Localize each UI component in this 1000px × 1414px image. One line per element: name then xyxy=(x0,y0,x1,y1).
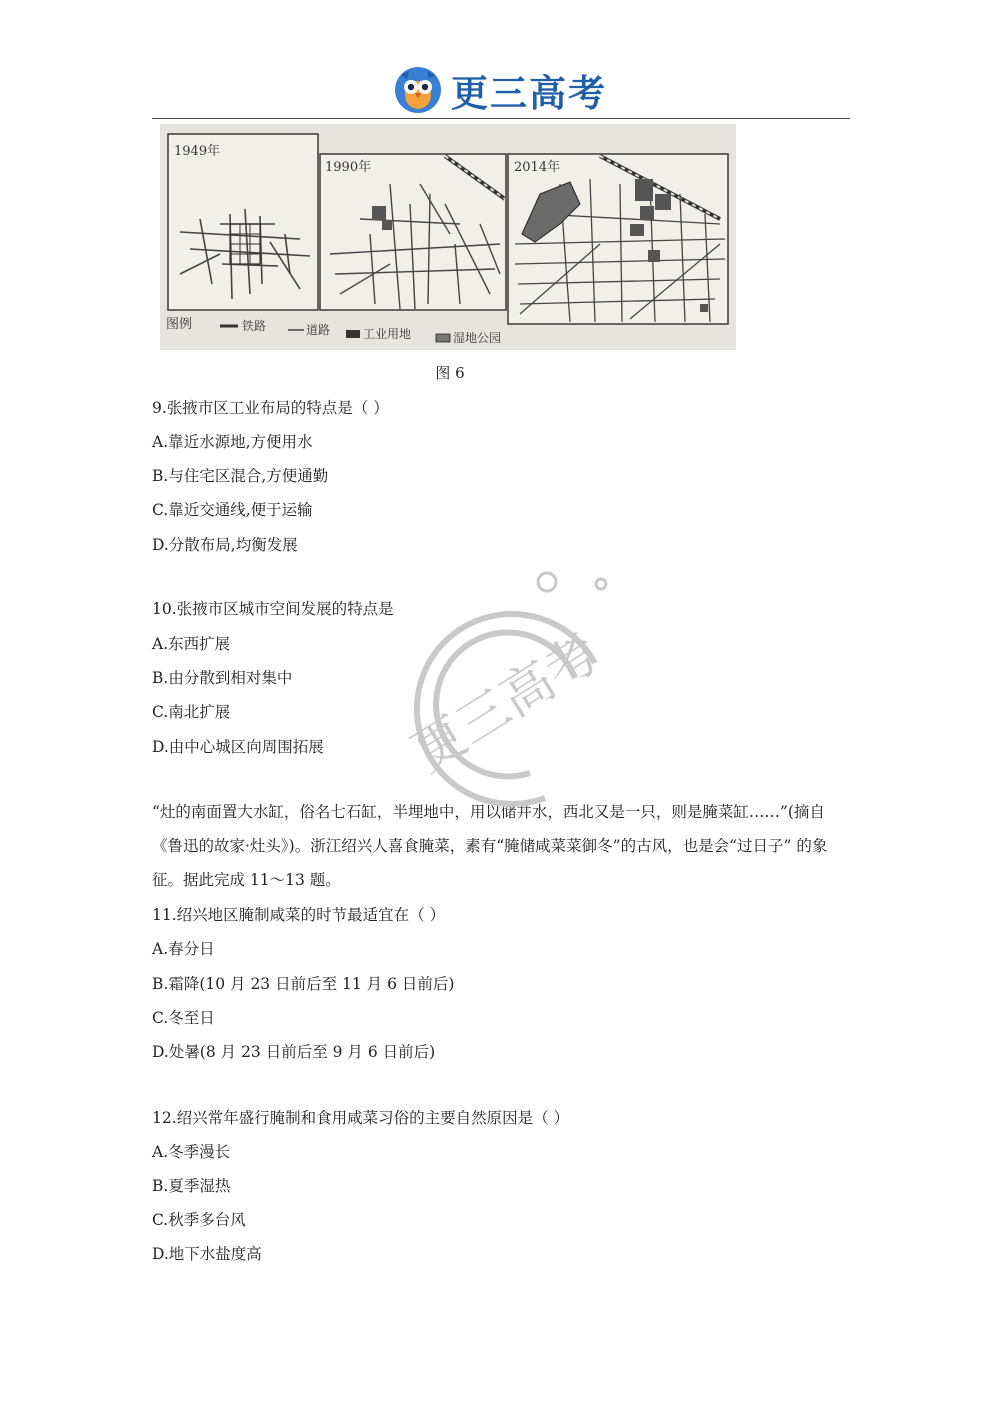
map-label-2014: 2014年 xyxy=(514,160,561,175)
question-12-option-d: D.地下水盐度高 xyxy=(152,1245,262,1263)
page-header xyxy=(0,62,1000,118)
reading-passage: “灶的南面置大水缸，俗名七石缸，半埋地中，用以储井水，西北又是一只，则是腌菜缸……”(摘自《鲁迅的故家·灶头》)。浙江绍兴人喜食腌菜，素有“腌储咸菜菜御冬”的古风，也是会“过日子” 的象征。据此完成 11～13 题。 xyxy=(152,803,828,889)
legend-road: 道路 xyxy=(306,323,331,337)
question-12-stem: 12.绍兴常年盛行腌制和食用咸菜习俗的主要自然原因是（ ） xyxy=(152,1109,570,1127)
question-12-option-c: C.秋季多台风 xyxy=(152,1211,246,1229)
question-12-option-a: A.冬季漫长 xyxy=(152,1143,231,1161)
watermark-stamp xyxy=(395,568,635,828)
question-12-option-b: B.夏季湿热 xyxy=(152,1177,231,1195)
question-9-option-d: D.分散布局,均衡发展 xyxy=(152,536,298,554)
question-10-stem: 10.张掖市区城市空间发展的特点是 xyxy=(152,600,394,618)
legend-railway: 铁路 xyxy=(242,319,267,333)
map-panel-2014 xyxy=(508,154,728,324)
legend-title: 图例 xyxy=(166,317,193,332)
map-label-1949: 1949年 xyxy=(174,144,221,159)
header-divider xyxy=(152,118,850,119)
city-growth-maps xyxy=(160,124,736,350)
owl-logo-icon xyxy=(393,65,443,115)
question-10-option-b: B.由分散到相对集中 xyxy=(152,669,293,687)
question-11-option-b: B.霜降(10 月 23 日前后至 11 月 6 日前后) xyxy=(152,975,455,993)
map-panel-1949 xyxy=(168,134,318,310)
question-9-stem: 9.张掖市区工业布局的特点是（ ） xyxy=(152,399,389,417)
question-10-option-c: C.南北扩展 xyxy=(152,703,231,721)
question-11-stem: 11.绍兴地区腌制咸菜的时节最适宜在（ ） xyxy=(152,906,446,924)
watermark-text: 更三高考 xyxy=(401,623,611,785)
question-10-option-a: A.东西扩展 xyxy=(152,635,231,653)
question-11-option-a: A.春分日 xyxy=(152,940,215,958)
legend-wetland: 湿地公园 xyxy=(453,331,502,345)
question-9-option-a: A.靠近水源地,方便用水 xyxy=(152,433,313,451)
brand-name: 更三高考 xyxy=(451,72,607,115)
map-figure xyxy=(160,124,736,350)
question-11-option-c: C.冬至日 xyxy=(152,1009,215,1027)
question-9-option-b: B.与住宅区混合,方便通勤 xyxy=(152,467,329,485)
question-10-option-d: D.由中心城区向周围拓展 xyxy=(152,738,324,756)
wetland-legend-icon xyxy=(436,334,450,342)
map-label-1990: 1990年 xyxy=(325,160,372,175)
question-9-option-c: C.靠近交通线,便于运输 xyxy=(152,501,313,519)
brand-logo xyxy=(393,63,607,117)
figure-caption: 图 6 xyxy=(435,364,465,382)
industry-legend-icon xyxy=(346,330,360,338)
question-11-option-d: D.处暑(8 月 23 日前后至 9 月 6 日前后) xyxy=(152,1043,436,1061)
legend-industry: 工业用地 xyxy=(363,327,412,341)
